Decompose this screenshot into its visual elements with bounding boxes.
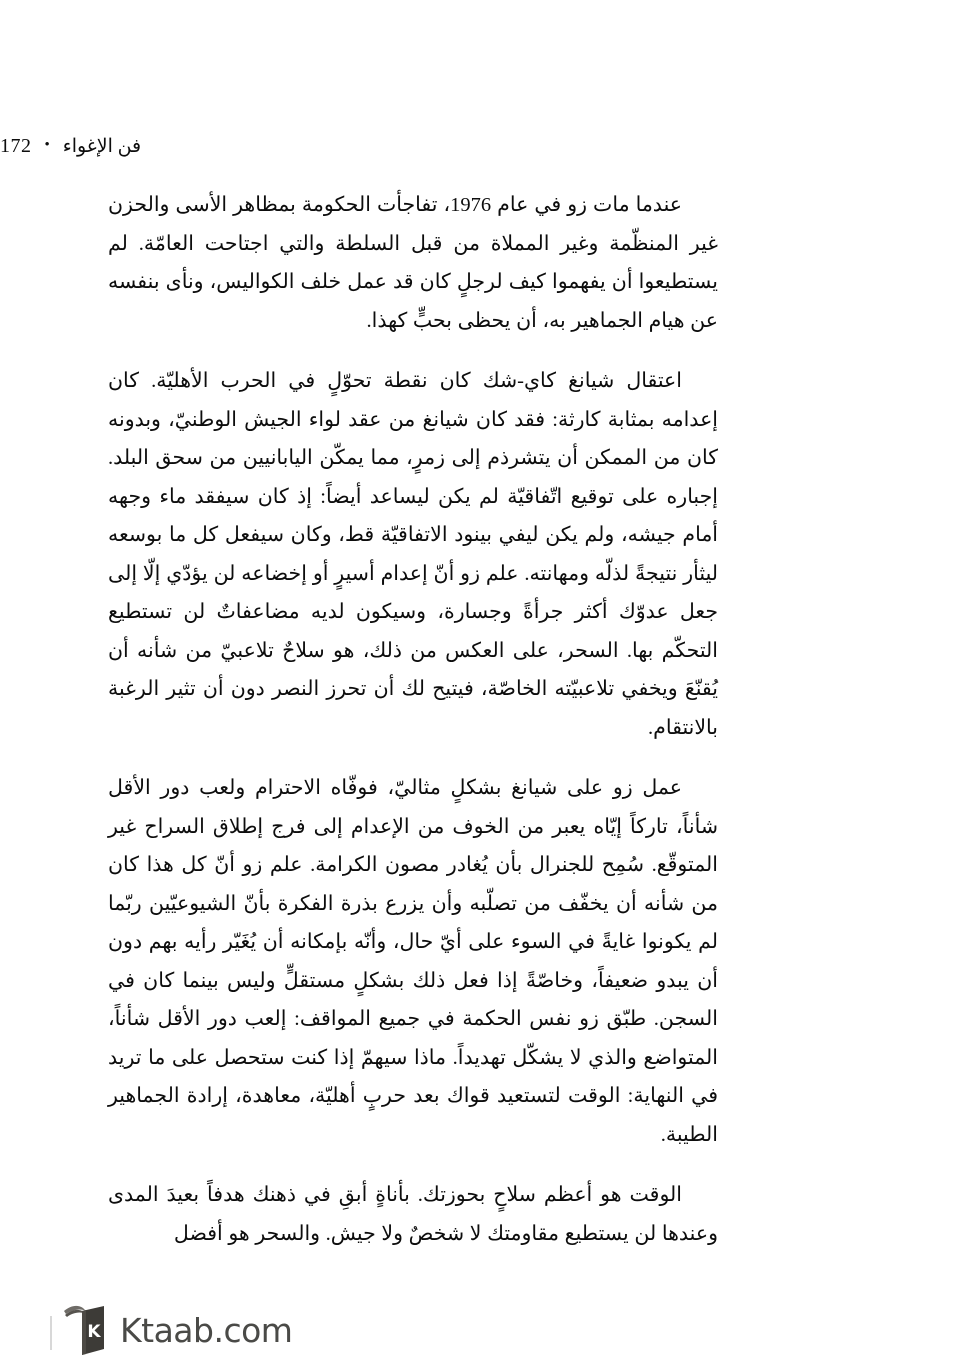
paragraph: عمل زو على شيانغ بشكلٍ مثاليّ، فوفّاه الاحترام ولعب دور الأقل شأناً، تاركاً إيّاه يعبر من الخوف من الإعدام إلى فرج إطلاق السراح غير المتوقّع. سُمِح للجنرال بأن يُغادر مصون الكرامة. علم زو أنّ كل هذا كان من شأنه أن يخفّف من تصلّبه وأن يزرع بذرة الفكرة بأنّ الشيوعيّين ربّما لم يكونوا غايةً في السوء على أيّ حال، وأنّه بإمكانه أن يُغَيّر رأيه بهم دون أن يبدو ضعيفاً، وخاصّةً إذا فعل ذلك بشكلٍ مستقلٍّ وليس بينما كان في السجن. طبّق زو نفس الحكمة في جميع المواقف: إلعب دور الأقل شأناً، المتواضع والذي لا يشكّل تهديداً. ماذا سيهمّ إذا كنت ستحصل على ما تريد في النهاية: الوقت لتستعيد قواك بعد حربٍ أهليّة، معاهدة، إرادة الجماهير الطيبة. — [108, 777, 718, 1146]
page-text-block — [108, 186, 718, 1253]
bullet-separator-icon: • — [44, 137, 50, 153]
running-head — [0, 136, 847, 156]
svg-text:K: K — [87, 1322, 101, 1342]
site-name-label: Ktaab.com — [120, 1310, 293, 1350]
book-logo-icon — [62, 1302, 108, 1358]
paragraph: اعتقال شيانغ كاي-شك كان نقطة تحوّلٍ في الحرب الأهليّة. كان إعدامه بمثابة كارثة: فقد كان شيانغ من عقد لواء الجيش الوطنيّ، وبدونه كان من الممكن أن يتشرذم إلى زمرٍ، مما يمكّن اليابانيين من سحق البلد. إجباره على توقيع اتّفاقيّة لم يكن ليساعد أيضاً: إذ كان سيفقد ماء وجهه أمام جيشه، ولم يكن ليفي بينود الاتفاقيّة قط، وكان سيفعل كل ما بوسعه ليثأر نتيجةً لذلّه ومهانته. علم زو أنّ إعدام أسيرٍ أو إخضاعه لن يؤدّي إلّا إلى جعل عدوّك أكثر جرأةً وجسارة، وسيكون لديه مضاعفاتٌ لن تستطيع التحكّم بها. السحر، على العكس من ذلك، هو سلاحٌ تلاعبيّ من شأنه أن يُقنّعَ ويخفي تلاعبيّته الخاصّة، فيتيح لك أن تحرز النصر دون أن تثير الرغبة بالانتقام. — [108, 370, 718, 739]
running-head-inner — [0, 136, 141, 156]
page-edge-mark — [50, 1316, 52, 1350]
paragraph: الوقت هو أعظم سلاحٍ بحوزتك. بأناةٍ أبقِ في ذهنك هدفاً بعيدَ المدى وعندها لن يستطيع مقاومتك لا شخصٌ ولا جيش. والسحر هو أفضل — [108, 1184, 718, 1245]
book-title: فن الإغواء — [62, 136, 142, 157]
site-watermark — [62, 1302, 292, 1358]
page-number: 172 — [0, 135, 32, 157]
paragraph: عندما مات زو في عام 1976، تفاجأت الحكومة بمظاهر الأسى والحزن غير المنظّمة وغير المملاة من قبل السلطة والتي اجتاحت العامّة. لم يستطيعوا أن يفهموا كيف لرجلٍ كان قد عمل خلف الكواليس، ونأى بنفسه عن هيام الجماهير به، أن يحظى بحبٍّ كهذا. — [108, 194, 718, 332]
